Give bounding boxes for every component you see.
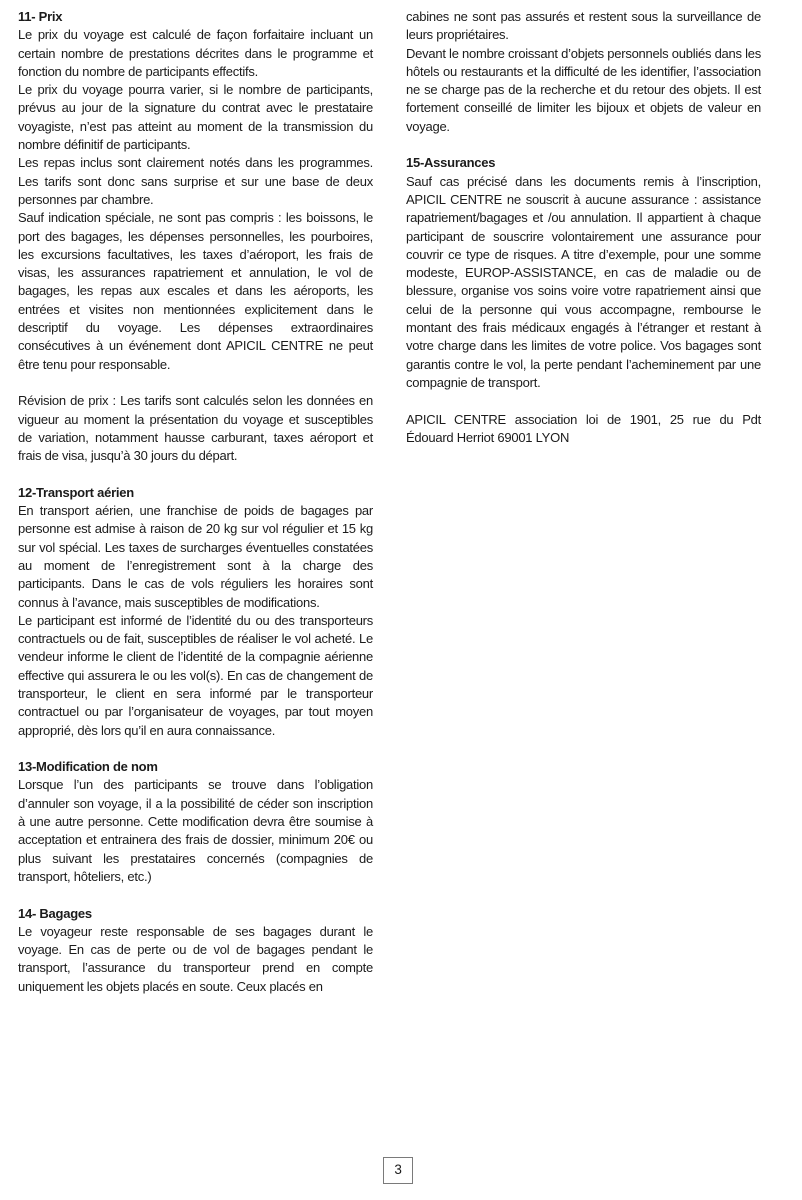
paragraph: Le prix du voyage est calculé de façon forfaitaire incluant un certain nombre de prestations décrites dans le programme et fonction du nombre de participants effectifs. <box>18 27 373 79</box>
paragraph: cabines ne sont pas assurés et restent sous la surveillance de leurs propriétaires. <box>406 9 761 43</box>
paragraph: Les repas inclus sont clairement notés dans les programmes. Les tarifs sont donc sans surprise et sur une base de deux personnes par chambre. <box>18 155 373 207</box>
paragraph: Le voyageur reste responsable de ses bagages durant le voyage. En cas de perte ou de vol de bagages pendant le transport, l’assurance du transporteur prend en compte uniquement les objets placés en soute. Ceux placés en <box>18 923 373 994</box>
page-number-box <box>383 1157 413 1184</box>
paragraph: En transport aérien, une franchise de poids de bagages par personne est admise à raison de 20 kg sur vol régulier et 15 kg sur vol spécial. Les taxes de surcharges éventuelles constatées au moment de l’enregistrement sont à la charge des participants. Dans le cas de vols réguliers les horaires sont connus à l’avance, mais susceptibles de modifications. <box>18 503 373 610</box>
blank-line <box>406 392 761 410</box>
paragraph: Le prix du voyage pourra varier, si le nombre de participants, prévus au jour de la signature du contrat avec le prestataire voyagiste, n’est pas atteint au moment de la transmission du nombre définitif de participants. <box>18 82 373 153</box>
blank-line <box>18 886 373 904</box>
paragraph: Sauf cas précisé dans les documents remis à l’inscription, APICIL CENTRE ne souscrit à aucune assurance : assistance rapatriement/bagages et /ou annulation. Il appartient à chaque participant de souscrire volontairement une assurance pour couvrir ce type de risques. A titre d’exemple, pour une somme modeste, EUROP-ASSISTANCE, en cas de maladie ou de blessure, organise vos soins voire votre rapatriement ainsi que celui de la personne qui vous accompagne, rembourse le montant des frais médicaux engagés à l’étranger et restant à votre charge dans les limites de votre police. Vos bagages sont garantis contre le vol, la perte pendant l’acheminement par une compagnie de transport. <box>406 173 761 390</box>
paragraph: APICIL CENTRE association loi de 1901, 25 rue du Pdt Édouard Herriot 69001 LYON <box>406 411 761 445</box>
section-heading: 14- Bagages <box>18 905 92 921</box>
blank-line <box>18 374 373 392</box>
paragraph: Sauf indication spéciale, ne sont pas compris : les boissons, le port des bagages, les dépenses personnelles, les pourboires, les excursions facultatives, les taxes d’aéroport, les frais de visas, les assurances rapatriement et annulation, le vol de bagages, les repas aux escales et dans les aéroports, les entrées et visites non mentionnées explicitement dans le descriptif du voyage. Les dépenses extraordinaires consécutives à un événement dont APICIL CENTRE ne peut être tenu pour responsable. <box>18 210 373 372</box>
blank-line <box>406 136 761 154</box>
blank-line <box>18 465 373 483</box>
left-column <box>18 8 373 996</box>
paragraph: Lorsque l’un des participants se trouve dans l’obligation d’annuler son voyage, il a la possibilité de céder son inscription à une autre personne. Cette modification devra être soumise à acceptation et entrainera des frais de dossier, minimum 20€ ou plus suivant les prestataires concernés (compagnies de transport, hôteliers, etc.) <box>18 777 373 884</box>
paragraph: Révision de prix : Les tarifs sont calculés selon les données en vigueur au moment la présentation du voyage et susceptibles de variation, notamment hausse carburant, taxes aéroport et frais de visa, jusqu’à 30 jours du départ. <box>18 393 373 464</box>
page-number: 3 <box>394 1162 402 1178</box>
section-heading: 13-Modification de nom <box>18 759 158 775</box>
section-heading: 12-Transport aérien <box>18 484 134 500</box>
section-heading: 11- Prix <box>18 9 63 24</box>
paragraph: Devant le nombre croissant d’objets personnels oubliés dans les hôtels ou restaurants et la difficulté de les identifier, l’association ne se charge pas de la recherche et du retour des objets. Il est fortement conseillé de limiter les bijoux et objets de valeur en voyage. <box>406 45 761 134</box>
blank-line <box>18 740 373 758</box>
right-column <box>406 8 761 996</box>
section-heading: 15-Assurances <box>406 155 496 171</box>
paragraph: Le participant est informé de l’identité du ou des transporteurs contractuels ou de fait, susceptibles de réaliser le vol acheté. Le vendeur informe le client de l’identité de la compagnie aérienne effective qui assurera le ou les vol(s). En cas de changement de transporteur, le client en sera informé par le transporteur contractuel ou par l’organisateur de voyages, par tout moyen approprié, dès lors qu’il en aura connaissance. <box>18 612 373 738</box>
